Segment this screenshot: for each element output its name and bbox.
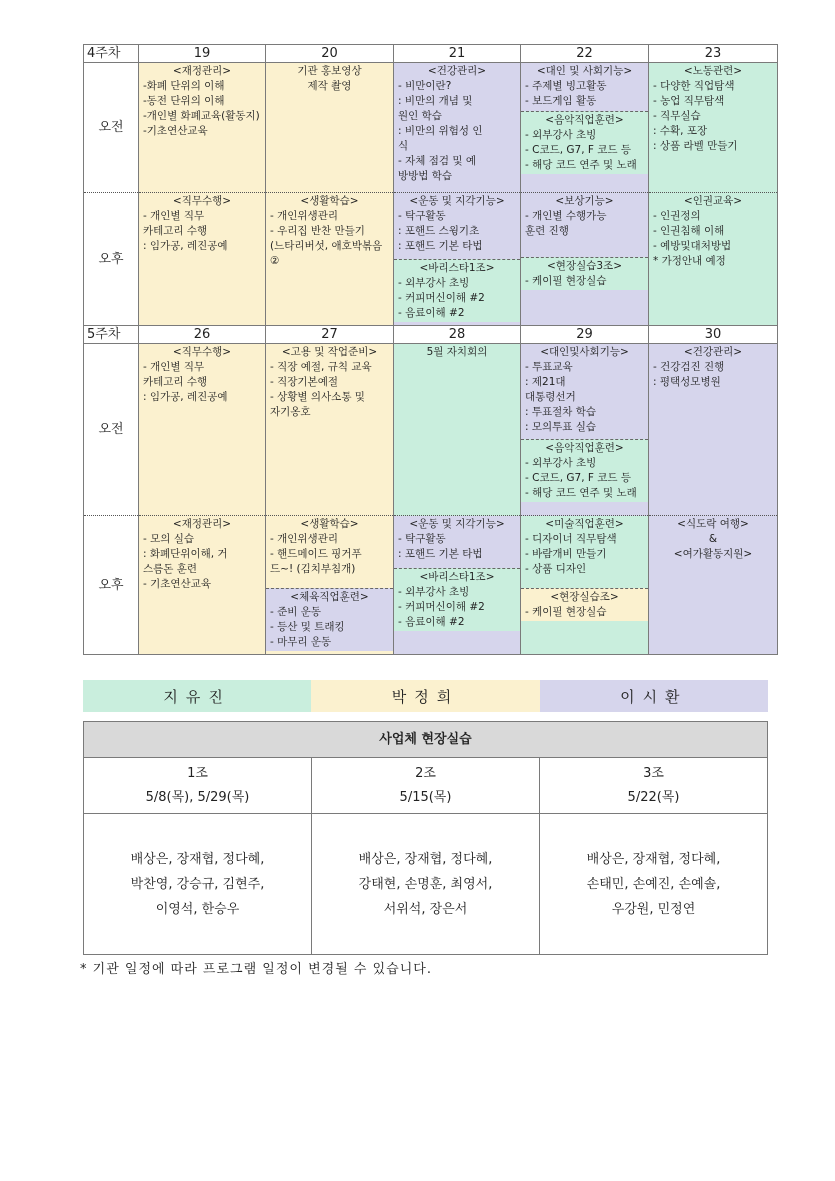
text-line: - 주제별 빙고활동 xyxy=(525,80,607,92)
text-line: (느타리버섯, 애호박볶음 xyxy=(270,240,383,252)
activity-block xyxy=(649,344,777,391)
schedule-cell xyxy=(649,344,778,516)
text-line: - 핸드메이드 핑거푸 xyxy=(270,548,362,560)
week-label: 5주차 xyxy=(84,326,139,344)
text-line: - 디자이너 직무탐색 xyxy=(525,533,617,545)
text-line: <재정관리> xyxy=(172,65,232,77)
text-line: 기관 홍보영상 xyxy=(297,65,362,77)
text-line: - 해당 코드 연주 및 노래 xyxy=(525,159,637,171)
text-line: : 제21대 xyxy=(525,376,566,388)
schedule-change-note: * 기관 일정에 따라 프로그램 일정이 변경될 수 있습니다. xyxy=(80,962,432,977)
day-header: 27 xyxy=(266,326,394,344)
schedule-cell xyxy=(649,193,778,326)
text-line: - 개인별 직무 xyxy=(143,210,205,222)
weekly-schedule-table xyxy=(83,44,778,655)
text-line: - 건강검진 진행 xyxy=(653,361,725,373)
text-line: - 직무실습 xyxy=(653,110,701,122)
text-line: 서위석, 장은서 xyxy=(383,901,468,917)
text-line: : 임가공, 레진공예 xyxy=(143,391,228,403)
text-line: : 투표절차 학습 xyxy=(525,406,597,418)
schedule-cell xyxy=(394,344,521,516)
schedule-cell xyxy=(266,516,394,655)
day-header: 21 xyxy=(394,45,521,63)
day-header: 30 xyxy=(649,326,778,344)
text-line: 원인 학습 xyxy=(398,110,442,122)
schedule-cell xyxy=(139,193,266,326)
legend-yellow: 박정희 xyxy=(311,680,539,712)
text-line: : 포핸드 기본 타법 xyxy=(398,548,483,560)
group-members xyxy=(84,814,312,955)
text-line: : 모의투표 실습 xyxy=(525,421,597,433)
week5-pm-row xyxy=(84,516,778,655)
day-header: 28 xyxy=(394,326,521,344)
legend-purple: 이시환 xyxy=(540,680,768,712)
activity-block xyxy=(521,257,648,290)
text-line: <건강관리> xyxy=(427,65,487,77)
schedule-cell xyxy=(394,193,521,326)
text-line: - 음료이해 #2 xyxy=(398,616,465,628)
schedule-cell xyxy=(139,63,266,193)
legend-green: 지유진 xyxy=(83,680,311,712)
text-line: - 직장 예절, 규칙 교육 xyxy=(270,361,372,373)
activity-block xyxy=(521,63,648,111)
day-header: 19 xyxy=(139,45,266,63)
text-line: : 수확, 포장 xyxy=(653,125,708,137)
period-label: 오후 xyxy=(84,193,139,326)
text-line: - 투표교육 xyxy=(525,361,573,373)
text-line: <인권교육> xyxy=(683,195,743,207)
text-line: 강태현, 손명훈, 최영서, xyxy=(358,876,493,892)
text-line: - 예방및대처방법 xyxy=(653,240,732,252)
group-members xyxy=(540,814,768,955)
text-line: - 상품 디자인 xyxy=(525,563,587,575)
text-line: <노동관련> xyxy=(683,65,743,77)
text-line: <운동 및 지각기능> xyxy=(409,195,505,207)
schedule-cell xyxy=(266,193,394,326)
schedule-cell xyxy=(521,344,649,516)
activity-block xyxy=(266,588,393,651)
text-line: -동전 단위의 이해 xyxy=(143,95,225,107)
text-line: - 개인위생관리 xyxy=(270,533,338,545)
text-line: - 인권정의 xyxy=(653,210,701,222)
text-line: - 바람개비 만들기 xyxy=(525,548,607,560)
text-line: - 외부강사 초빙 xyxy=(525,129,597,141)
activity-block xyxy=(394,568,520,631)
day-header: 22 xyxy=(521,45,649,63)
text-line: <직무수행> xyxy=(172,195,232,207)
text-line: : 비만의 개념 및 xyxy=(398,95,473,107)
week4-am-row xyxy=(84,63,778,193)
field-practice-table xyxy=(83,721,768,955)
text-line: <바리스타1조> xyxy=(419,571,495,583)
activity-block xyxy=(649,516,777,563)
day-header: 26 xyxy=(139,326,266,344)
text-line: 손태민, 손예진, 손예솔, xyxy=(586,876,721,892)
text-line: : 임가공, 레진공예 xyxy=(143,240,228,252)
text-line: - 커피머신이해 #2 xyxy=(398,601,485,613)
activity-block xyxy=(521,516,648,588)
activity-block xyxy=(649,63,777,155)
activity-block xyxy=(266,193,393,270)
text-line: - 기초연산교육 xyxy=(143,578,211,590)
text-line: -화폐 단위의 이해 xyxy=(143,80,225,92)
activity-block xyxy=(521,439,648,502)
activity-block xyxy=(139,63,265,140)
text-line: - 모의 실습 xyxy=(143,533,195,545)
day-header: 23 xyxy=(649,45,778,63)
text-line: <재정관리> xyxy=(172,518,232,530)
text-line: : 화폐단위이해, 거 xyxy=(143,548,228,560)
schedule-cell xyxy=(649,63,778,193)
text-line: <음악직업훈련> xyxy=(545,442,624,454)
activity-block xyxy=(139,516,265,593)
day-header: 29 xyxy=(521,326,649,344)
text-line: - 외부강사 초빙 xyxy=(398,277,470,289)
text-line: 배상은, 장재협, 정다혜, xyxy=(130,851,265,867)
text-line: - 직장기본예절 xyxy=(270,376,338,388)
text-line: - 탁구활동 xyxy=(398,533,446,545)
schedule-cell xyxy=(266,63,394,193)
activity-block xyxy=(394,63,520,185)
day-header: 20 xyxy=(266,45,394,63)
text-line: -개인별 화폐교육(활동지) xyxy=(143,110,260,122)
text-line: - C코드, G7, F 코드 등 xyxy=(525,144,632,156)
activity-block xyxy=(139,193,265,255)
text-line: - 커피머신이해 #2 xyxy=(398,292,485,304)
text-line: 우강원, 민정연 xyxy=(611,901,696,917)
text-line: - 상황별 의사소통 및 xyxy=(270,391,365,403)
text-line: ② xyxy=(270,255,280,267)
activity-block xyxy=(266,516,393,588)
text-line: <생활학습> xyxy=(300,195,359,207)
staff-color-legend xyxy=(83,680,768,712)
practice-title: 사업체 현장실습 xyxy=(84,722,768,758)
text-line: - 인권침해 이해 xyxy=(653,225,725,237)
schedule-cell xyxy=(521,516,649,655)
text-line: 카테고리 수행 xyxy=(143,376,208,388)
activity-block xyxy=(521,344,648,439)
text-line: <현장실습3조> xyxy=(547,260,622,272)
activity-block xyxy=(394,344,520,361)
text-line: <식도락 여행> xyxy=(677,518,749,530)
text-line: - 비만이란? xyxy=(398,80,452,92)
text-line: <대인 및 사회기능> xyxy=(536,65,633,77)
text-line: <운동 및 지각기능> xyxy=(409,518,505,530)
text-line: <미술직업훈련> xyxy=(545,518,624,530)
text-line: 훈련 진행 xyxy=(525,225,569,237)
text-line: - 농업 직무탐색 xyxy=(653,95,725,107)
schedule-cell xyxy=(521,63,649,193)
week5-am-row xyxy=(84,344,778,516)
text-line: - 마무리 운동 xyxy=(270,636,332,648)
text-line: - 음료이해 #2 xyxy=(398,307,465,319)
text-line: - 케이필 현장실습 xyxy=(525,606,607,618)
text-line: - 탁구활동 xyxy=(398,210,446,222)
text-line: <여가활동지원> xyxy=(673,548,753,560)
week4-header-row xyxy=(84,45,778,63)
text-line: 카테고리 수행 xyxy=(143,225,208,237)
week-label: 4주차 xyxy=(84,45,139,63)
text-line: -기초연산교육 xyxy=(143,125,208,137)
text-line: 배상은, 장재협, 정다혜, xyxy=(586,851,721,867)
week4-pm-row xyxy=(84,193,778,326)
text-line: <건강관리> xyxy=(683,346,743,358)
activity-block xyxy=(394,516,520,568)
text-line: & xyxy=(708,533,718,545)
text-line: - 케이필 현장실습 xyxy=(525,275,607,287)
activity-block xyxy=(266,344,393,421)
activity-block xyxy=(266,63,393,95)
schedule-cell xyxy=(139,344,266,516)
text-line: <바리스타1조> xyxy=(419,262,495,274)
activity-block xyxy=(521,111,648,174)
text-line: 스름돈 훈련 xyxy=(143,563,198,575)
text-line: 식 xyxy=(398,140,409,152)
text-line: - 외부강사 초빙 xyxy=(398,586,470,598)
text-line: - 개인별 수행가능 xyxy=(525,210,607,222)
text-line: 박찬영, 강승규, 김현주, xyxy=(130,876,265,892)
text-line: <현장실습조> xyxy=(550,591,619,603)
text-line: : 포핸드 기본 타법 xyxy=(398,240,483,252)
text-line: : 상품 라벨 만들기 xyxy=(653,140,738,152)
group-header: 1조 5/8(목), 5/29(목) xyxy=(84,758,312,814)
text-line: - 보드게임 활동 xyxy=(525,95,597,107)
activity-block xyxy=(521,193,648,257)
schedule-cell xyxy=(521,193,649,326)
text-line: - 우리집 반찬 만들기 xyxy=(270,225,365,237)
period-label: 오후 xyxy=(84,516,139,655)
text-line: - 자체 점검 및 예 xyxy=(398,155,476,167)
text-line: 제작 촬영 xyxy=(307,80,352,92)
text-line: - 다양한 직업탐색 xyxy=(653,80,735,92)
text-line: * 가정안내 예정 xyxy=(653,255,726,267)
text-line: 대통령선거 xyxy=(525,391,576,403)
activity-block xyxy=(649,193,777,270)
text-line: - 해당 코드 연주 및 노래 xyxy=(525,487,637,499)
text-line: : 포핸드 스윙기초 xyxy=(398,225,480,237)
text-line: <보상기능> xyxy=(555,195,614,207)
text-line: 5월 자치회의 xyxy=(426,346,488,358)
text-line: 자기옹호 xyxy=(270,406,311,418)
schedule-cell xyxy=(139,516,266,655)
text-line: <직무수행> xyxy=(172,346,232,358)
text-line: - 등산 및 트래킹 xyxy=(270,621,345,633)
text-line: - C코드, G7, F 코드 등 xyxy=(525,472,632,484)
text-line: : 비만의 위험성 인 xyxy=(398,125,483,137)
text-line: - 개인별 직무 xyxy=(143,361,205,373)
period-label: 오전 xyxy=(84,344,139,516)
week5-header-row xyxy=(84,326,778,344)
text-line: 드~! (김치부침개) xyxy=(270,563,356,575)
text-line: - 개인위생관리 xyxy=(270,210,338,222)
activity-block xyxy=(521,588,648,621)
group-header: 2조 5/15(목) xyxy=(312,758,540,814)
text-line: - 준비 운동 xyxy=(270,606,322,618)
activity-block xyxy=(394,193,520,259)
period-label: 오전 xyxy=(84,63,139,193)
schedule-cell xyxy=(394,63,521,193)
text-line: 방방법 학습 xyxy=(398,170,453,182)
text-line: <체육직업훈련> xyxy=(290,591,369,603)
text-line: <생활학습> xyxy=(300,518,359,530)
group-members xyxy=(312,814,540,955)
schedule-cell xyxy=(394,516,521,655)
text-line: 이영석, 한승우 xyxy=(155,901,240,917)
text-line: : 평택성모병원 xyxy=(653,376,721,388)
text-line: <음악직업훈련> xyxy=(545,114,624,126)
activity-block xyxy=(139,344,265,406)
text-line: - 외부강사 초빙 xyxy=(525,457,597,469)
schedule-cell xyxy=(266,344,394,516)
group-header: 3조 5/22(목) xyxy=(540,758,768,814)
schedule-cell xyxy=(649,516,778,655)
text-line: <고용 및 작업준비> xyxy=(281,346,378,358)
text-line: <대인및사회기능> xyxy=(540,346,629,358)
text-line: 배상은, 장재협, 정다혜, xyxy=(358,851,493,867)
activity-block xyxy=(394,259,520,322)
